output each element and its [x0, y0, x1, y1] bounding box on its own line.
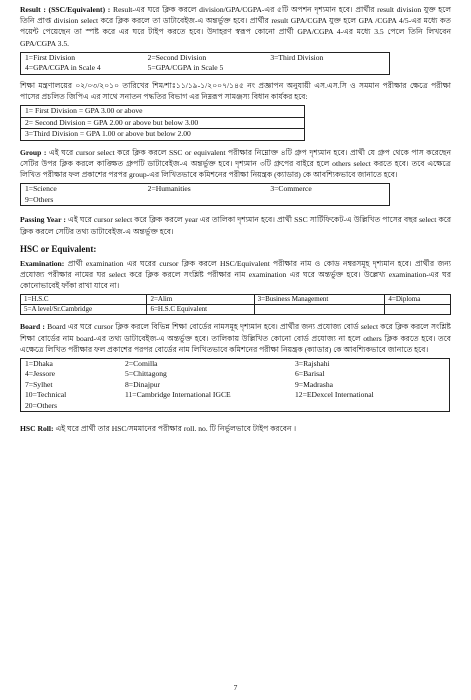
- result-option: 4=GPA/CGPA in Scale 4: [25, 63, 101, 73]
- exam-option: 2=Alim: [147, 295, 254, 305]
- board-option: 9=Madrasha: [295, 379, 334, 389]
- exam-option: 1=H.S.C: [21, 295, 147, 305]
- gpa-line: 1= First Division = GPA 3.00 or above: [21, 106, 304, 118]
- group-option: 2=Humanities: [147, 184, 191, 194]
- result-option: [266, 63, 389, 74]
- board-paragraph: [20, 321, 451, 355]
- result-heading: Result : (SSC/Equivalent) :: [20, 5, 111, 14]
- board-options-row: [21, 390, 449, 401]
- board-option: 5=Chittagong: [125, 369, 167, 379]
- exam-option: 6=H.S.C Equivalent: [147, 305, 254, 315]
- board-option: 10=Technical: [25, 390, 67, 400]
- examination-text: প্রার্থী examination এর ঘরের cursor ক্লিক করলে HSC/Equivalent পরীক্ষার নাম ও কোড নম্বরসমূহ দৃশ্যমান হবে। প্রার্থীর জন্য প্রযোজ্য পরীক্ষার নামের ঘর select করে ক্লিক করলে সংশ্লিষ্ট পরীক্ষার নাম examination এর ঘরে অন্তর্ভুক্ত হবে। উল্লেখ্য examination-এর ঘর কোনোভাবেই ফাঁকা রাখা যাবে না।: [20, 258, 451, 291]
- ministry-note: শিক্ষা মন্ত্রণালয়ের ০২/০৩/২০১০ তারিখের শিম/শাঃ১১/১৯-১/২০০৭/১৪৫ নং প্রজ্ঞাপন অনুযায়ী এস.এস.সি ও সমমান পরীক্ষার ক্ষেত্রে পরীক্ষা পাসের প্রচলিত জিপিএ এর সাথে সনাতন পদ্ধতির বিভাগ এর নিম্নরূপ সামঞ্জস্য বিধান কার্যকর হবে:: [20, 80, 451, 102]
- group-option: 9=Others: [25, 194, 54, 204]
- board-option: 1=Dhaka: [25, 358, 53, 368]
- board-options-row: [21, 380, 449, 391]
- board-label: Board :: [20, 322, 45, 332]
- group-label: Group :: [20, 147, 47, 157]
- table-row: [21, 295, 451, 305]
- result-paragraph: [20, 4, 451, 49]
- group-paragraph: [20, 147, 451, 181]
- exam-option: [385, 305, 451, 315]
- board-option: [121, 401, 291, 412]
- board-option: 8=Dinajpur: [125, 379, 161, 389]
- board-option: 3=Rajshahi: [295, 358, 330, 368]
- board-option: 4=Jessore: [25, 369, 56, 379]
- exam-option: 3=Business Management: [254, 295, 385, 305]
- exam-option: 5=A level/Sr.Cambridge: [21, 305, 147, 315]
- group-options-row: [21, 184, 389, 195]
- group-option: 3=Commerce: [270, 184, 312, 194]
- board-text: Board এর ঘরে cursor ক্লিক করলে বিভিন্ন শিক্ষা বোর্ডের নামসমূহ দৃশ্যমান হবে। প্রার্থীর জন্য প্রযোজ্য বোর্ড select করে ক্লিক করলে সংশ্লিষ্ট শিক্ষা বোর্ডের নাম board-এর তথ্য ডাটাবেইজ-এ অন্তর্ভুক্ত হবে। তালিকায় উল্লিখিত কোনো বোর্ড প্রযোজ্য না হলে others ক্লিক করতে হবে। তবে এক্ষেত্রে লিখিত পরীক্ষার ফল প্রকাশের পরপর বোর্ডের নাম লিখিতভাবে কমিশনের পরীক্ষা নিয়ন্ত্রক (ক্যাডার) কে আবশ্যিকভাবে জানাতে হবে।: [20, 322, 451, 354]
- gpa-line: 3=Third Division = GPA 1.00 or above but below 2.00: [25, 129, 191, 139]
- passing-year-text: এই ঘরে cursor select করে ক্লিক করলে year এর তালিকা দৃশ্যমান হবে। প্রার্থী SSC সার্টিফিকেট-এ উল্লিখিত পাসের বছর select করে ক্লিক করলে সেটির তথ্য ডাটাবেইজ-এ অন্তর্ভুক্ত হবে।: [20, 215, 452, 236]
- group-text: এই ঘরে cursor select করে ক্লিক করলে SSC or equivalent পরীক্ষার নিম্নোক্ত ৪টি গ্রুপ দৃশ্যমান হবে। প্রার্থী যে গ্রুপ থেকে পাস করেছেন সেটির উপর ক্লিক করলে কাঙ্ক্ষিত গ্রুপটি ডাটাবেইজ-এ অন্তর্ভুক্ত হবে। দৃশ্যমান ৩টি গ্রুপের বাইরে হলে others select করতে হবে। তবে এক্ষেত্রে লিখিত পরীক্ষার ফল প্রকাশের পরপর group-এর লিখিতভাবে কমিশনের পরীক্ষা নিয়ন্ত্রক (ক্যাডার) কে আবশ্যিকভাবে জানাতে হবে।: [20, 147, 452, 180]
- board-option: 2=Comilla: [125, 358, 158, 368]
- board-option: 12=EDexcel International: [295, 390, 374, 400]
- hsc-roll-text: এই ঘরে প্রার্থী তার HSC/সমমানের পরীক্ষার roll. no. টি নির্ভুলভাবে টাইপ করবেন ।: [55, 424, 297, 434]
- group-options-box: [20, 183, 390, 206]
- examination-paragraph: [20, 258, 451, 292]
- result-text: Result-এর ঘরে ক্লিক করলে division/GPA/CGPA-এর ৫টি অপশন দৃশ্যমান হবে। প্রার্থীর result division যুক্ত হলে তিনি প্রাপ্ত division select করে ক্লিক করলে তা ডাটাবেইজ-এ অন্তর্ভুক্ত হবে। প্রার্থীর result GPA/CGPA যুক্ত হলে GPA /CGPA 4/5-এর মধ্যে কত পয়েন্ট পেয়েছেন তা স্পষ্ট করে এর ঘরে টাইপ করতে হবে। উদাহরণ স্বরূপ কোনো প্রার্থী GPA/CGPA 4-এর মধ্যে 3.5 পেলে তিনি লিখবেন GPA/CGPA 3.5.: [20, 5, 451, 48]
- board-option: 7=Sylhet: [25, 379, 53, 389]
- gpa-line: 2= Second Division = GPA 2.00 or above but below 3.00: [21, 118, 304, 130]
- result-option: 2=Second Division: [147, 52, 207, 62]
- gpa-equivalence-box: [20, 105, 305, 141]
- result-option: 5=GPA/CGPA in Scale 5: [147, 63, 224, 73]
- result-options-row: [21, 63, 389, 74]
- group-options-row: [21, 195, 389, 206]
- board-option: [291, 401, 449, 412]
- examination-options-table: [20, 294, 451, 315]
- hsc-roll-paragraph: [20, 423, 451, 434]
- hsc-roll-label: HSC Roll:: [20, 424, 54, 434]
- result-option: 1=First Division: [25, 52, 76, 62]
- board-options-row: [21, 359, 449, 370]
- group-option: 1=Science: [25, 184, 57, 194]
- board-option: 11=Cambridge International IGCE: [125, 390, 231, 400]
- board-options-box: [20, 358, 450, 413]
- examination-label: Examination:: [20, 258, 65, 268]
- group-option: [266, 195, 389, 206]
- result-option: 3=Third Division: [270, 52, 324, 62]
- exam-option: [254, 305, 385, 315]
- page-number: 7: [233, 683, 238, 692]
- board-options-row: [21, 401, 449, 412]
- result-options-row: [21, 53, 389, 64]
- passing-year-label: Passing Year :: [20, 215, 66, 225]
- board-option: 20=Others: [25, 400, 58, 410]
- group-option: [144, 195, 267, 206]
- table-row: [21, 305, 451, 315]
- exam-option: 4=Diploma: [385, 295, 451, 305]
- result-options-box: [20, 52, 390, 75]
- board-option: 6=Barisal: [295, 369, 325, 379]
- board-options-row: [21, 369, 449, 380]
- hsc-heading: HSC or Equivalent:: [20, 243, 97, 254]
- passing-year-paragraph: [20, 214, 451, 236]
